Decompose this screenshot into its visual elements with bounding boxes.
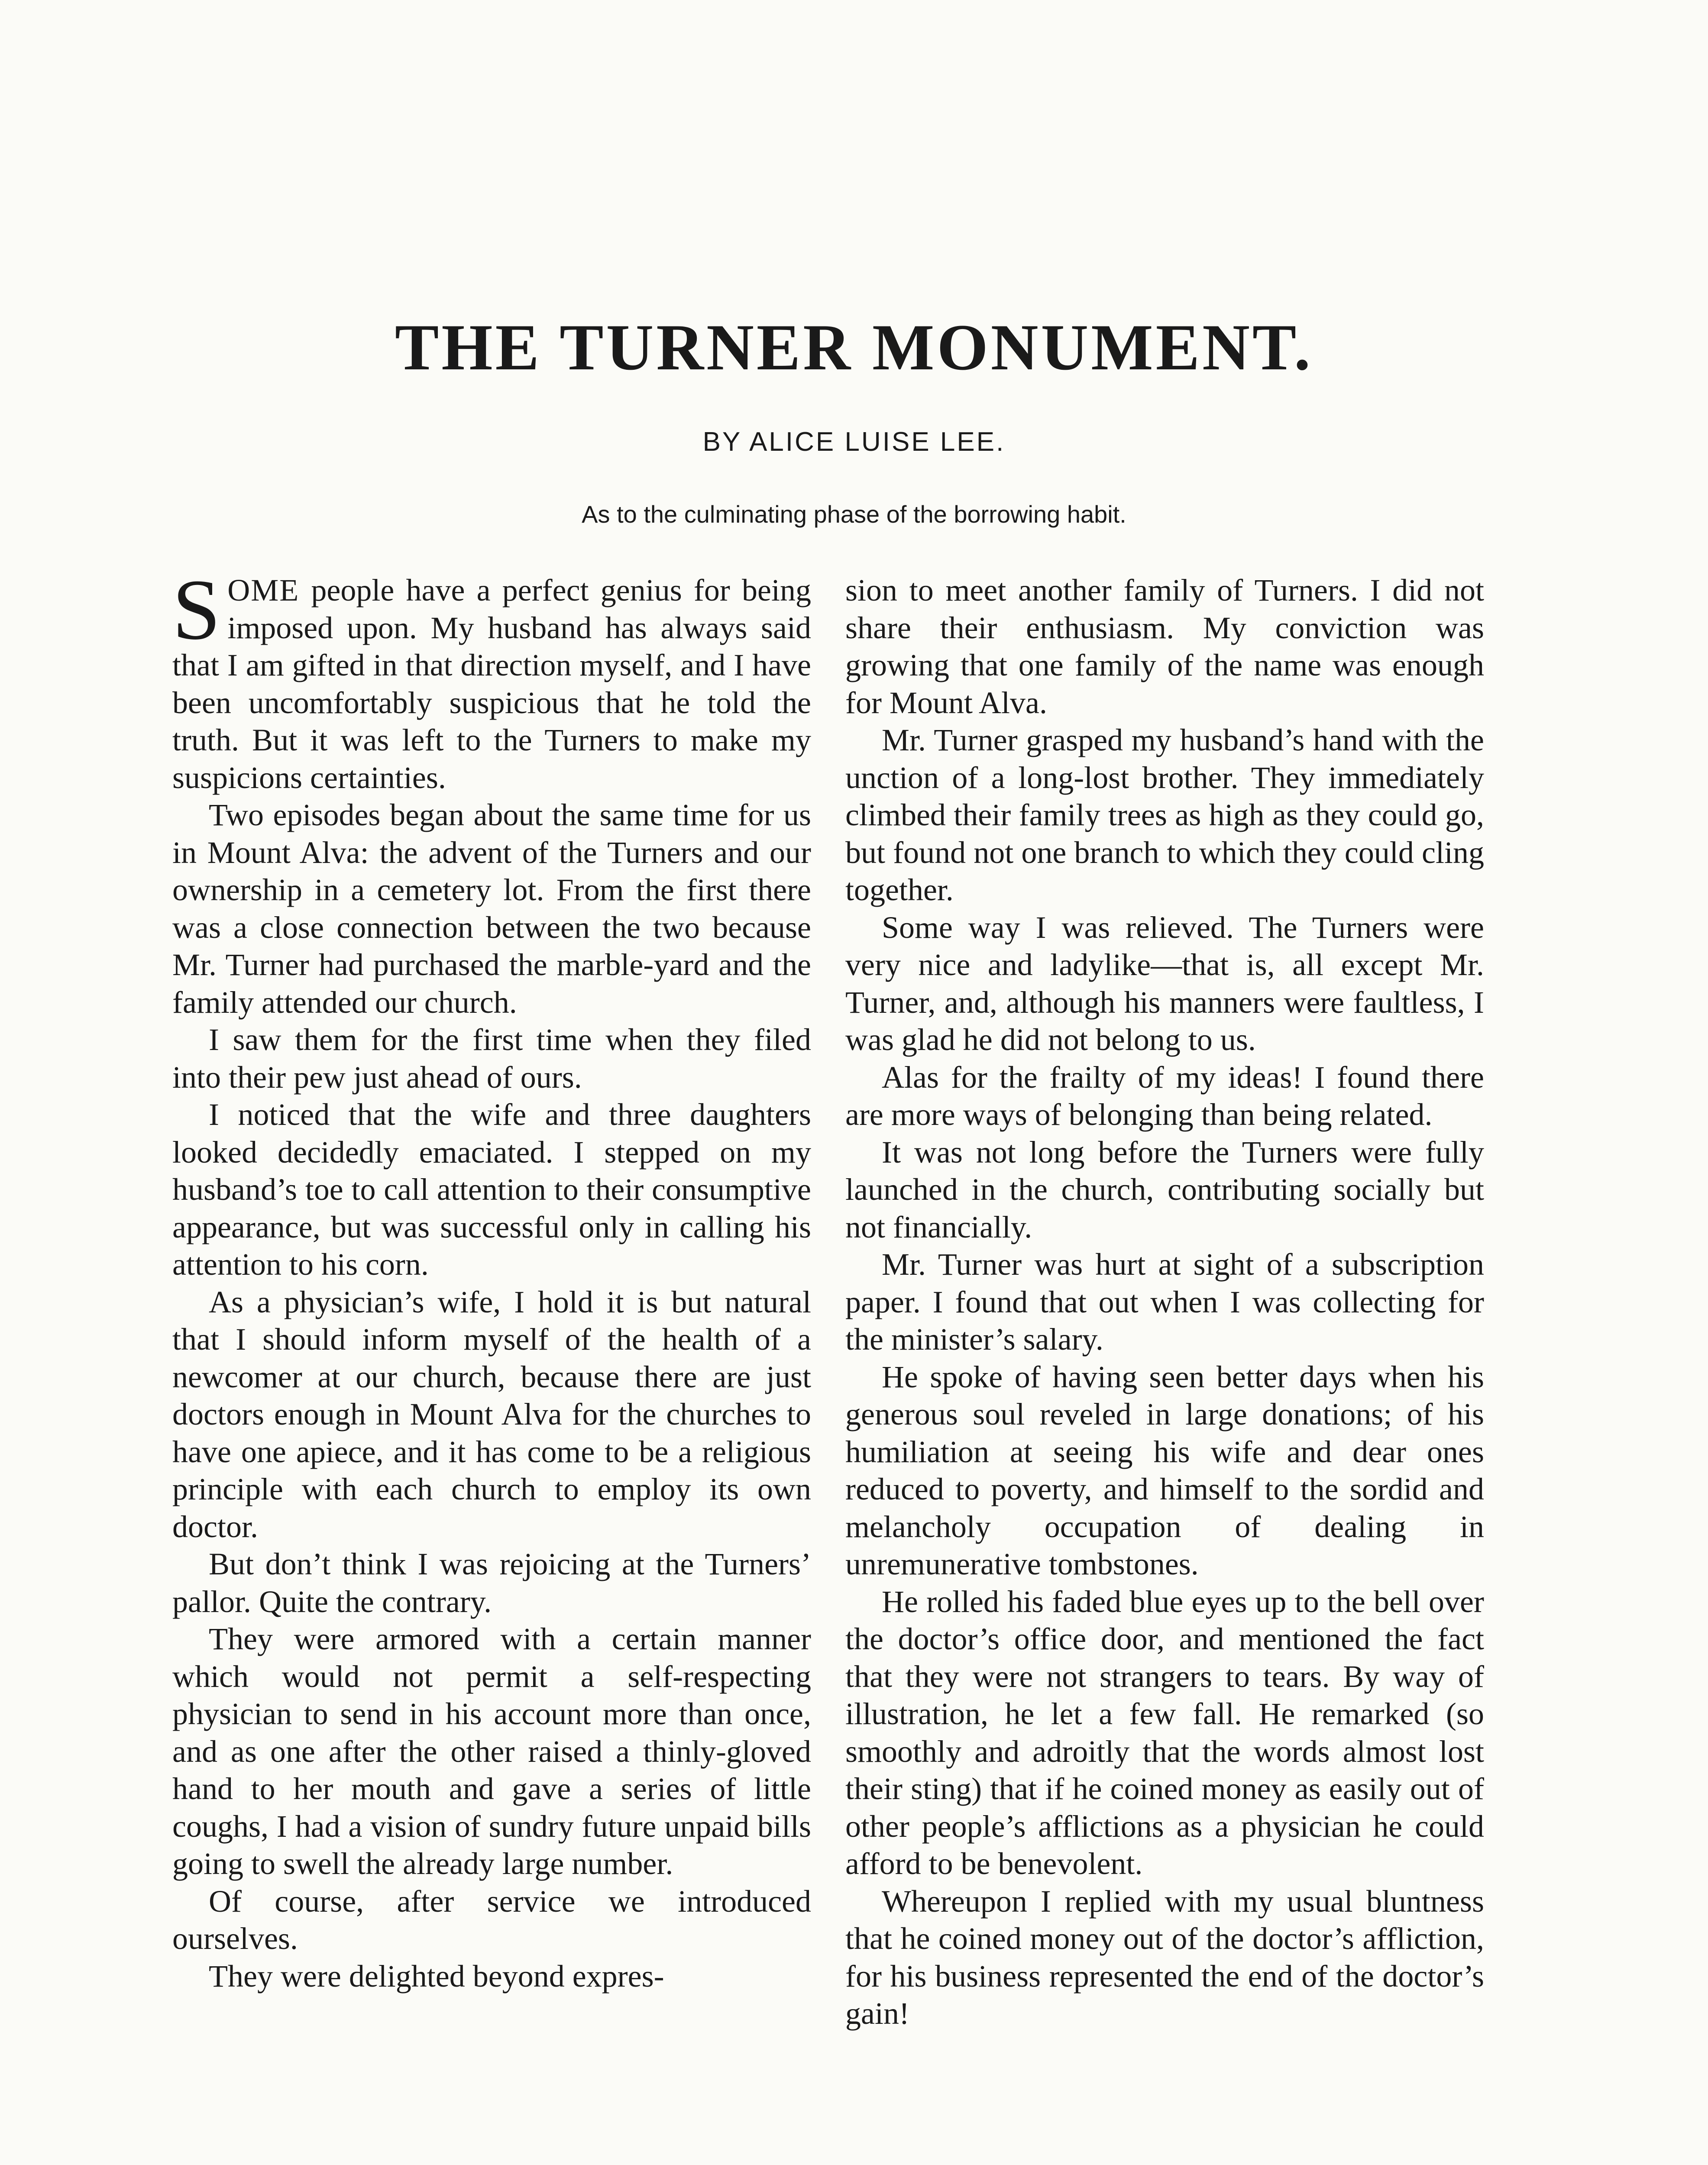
paragraph: I saw them for the first time when they filed into their pew just ahead of ours. xyxy=(172,1022,811,1095)
paragraph: They were armored with a certain manner which would not permit a self-respecting physician to send in his account more than once, and as one after the other raised a thinly-gloved hand to her mouth and gave a series of little coughs, I had a vision of sundry future unpaid bills going to swell the already large number. xyxy=(172,1622,811,1881)
opening-text: people have a perfect genius for being imposed upon. My husband has always said that I am gifted in that direction myself, and I have been uncomfortably suspicious that he told the truth. But it was left to the Turners to make my suspicions certainties. xyxy=(172,573,811,795)
right-column xyxy=(845,572,1484,2033)
paragraph: Some way I was relieved. The Turners were very nice and ladylike—that is, all except Mr. Turner, and, although his manners were faultless, I was glad he did not belong to us. xyxy=(845,910,1484,1057)
paragraph: As a physician’s wife, I hold it is but natural that I should inform myself of the health of a newcomer at our church, because there are just doctors enough in Mount Alva for the churches to have one apiece, and it has come to be a religious principle with each church to employ its own doctor. xyxy=(172,1284,811,1544)
paragraph: They were delighted beyond expres- xyxy=(209,1958,664,1994)
left-column xyxy=(172,562,811,1995)
paragraph: Of course, after service we introduced ourselves. xyxy=(172,1884,811,1956)
paragraph: I noticed that the wife and three daughters looked decidedly emaciated. I stepped on my husband’s toe to call attention to their consumptive appearance, but was successful only in calling his attention to his corn. xyxy=(172,1097,811,1282)
paragraph: Mr. Turner grasped my husband’s hand with the unction of a long-lost brother. They immediately climbed their family trees as high as they could go, but found not one branch to which they could cling together. xyxy=(845,723,1484,907)
paragraph: Mr. Turner was hurt at sight of a subscription paper. I found that out when I was collecting for the minister’s salary. xyxy=(845,1247,1484,1357)
paragraph: But don’t think I was rejoicing at the Turners’ pallor. Quite the contrary. xyxy=(172,1547,811,1619)
paragraph: Two episodes began about the same time for us in Mount Alva: the advent of the Turners and our ownership in a cemetery lot. From the first there was a close connection between the two because Mr. Turner had purchased the marble-yard and the family attended our church. xyxy=(172,798,811,1020)
paragraph: Whereupon I replied with my usual bluntness that he coined money out of the doctor’s affliction, for his business represented the end of the doctor’s gain! xyxy=(845,1884,1484,2031)
article-title: THE TURNER MONUMENT. xyxy=(395,311,1313,384)
drop-cap: S xyxy=(172,562,221,658)
paragraph: He spoke of having seen better days when his generous soul reveled in large donations; of his humiliation at seeing his wife and dear ones reduced to poverty, and himself to the sordid and melancholy occupation of dealing in unremunerative tombstones. xyxy=(845,1359,1484,1581)
paragraph: He rolled his faded blue eyes up to the bell over the doctor’s office door, and mentioned the fact that they were not strangers to tears. By way of illustration, he let a few fall. He remarked (so smoothly and adroitly that the words almost lost their sting) that if he coined money as easily out of other people’s afflictions as a physician he could afford to be benevolent. xyxy=(845,1584,1484,1881)
article-subhead: As to the culminating phase of the borrowing habit. xyxy=(582,501,1126,528)
paragraph: It was not long before the Turners were fully launched in the church, contributing socially but not financially. xyxy=(845,1134,1484,1244)
opening-caps: OME xyxy=(227,573,300,607)
author-byline: BY ALICE LUISE LEE. xyxy=(702,427,1006,457)
continued-paragraph: sion to meet another family of Turners. I did not share their enthusiasm. My conviction was growing that one family of the name was enough for Mount Alva. xyxy=(845,573,1484,720)
paragraph: Alas for the frailty of my ideas! I found there are more ways of belonging than being related. xyxy=(845,1060,1484,1132)
opening-paragraph xyxy=(172,562,811,796)
